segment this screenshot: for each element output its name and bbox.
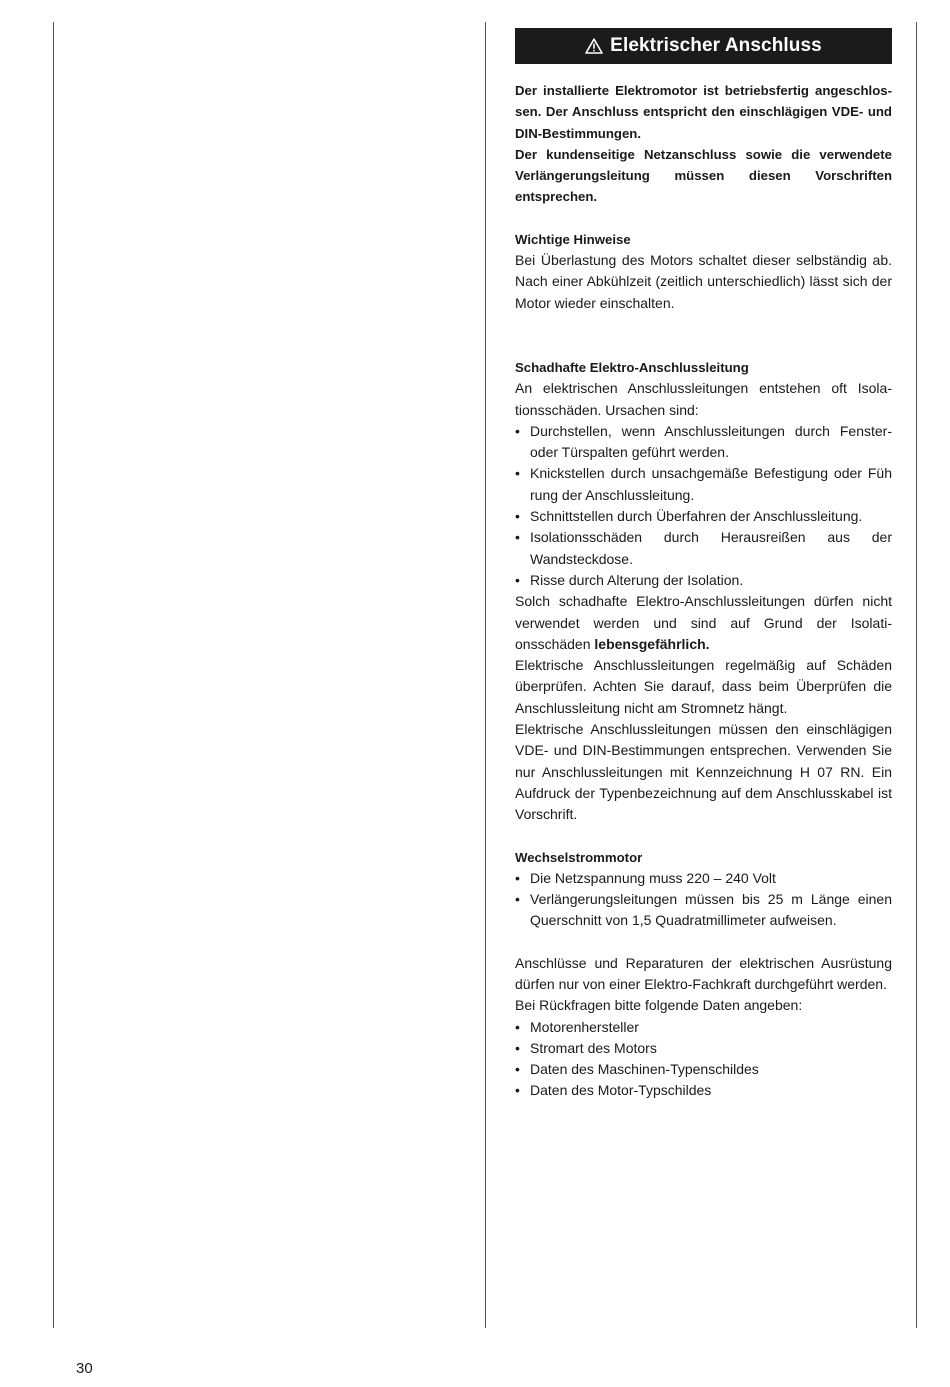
list-item: • Isolationsschäden durch Herausreißen aus der Wandsteckdose. [515,527,892,570]
danger-paragraph [515,591,892,655]
ac-motor-heading: Wechselstrommotor [515,849,643,865]
section-header [515,28,892,64]
repairs-paragraph: Anschlüsse und Reparaturen der elektrischen Ausrüstung dürfen nur von einer Elektro-Fachkraft durchgeführt werden. [515,954,892,992]
column-divider-left [53,22,54,1328]
column-divider-right [916,22,917,1328]
damaged-cable-section [515,357,892,826]
list-item: • Knickstellen durch unsachgemäße Befestigung oder Füh rung der Anschlussleitung. [515,463,892,506]
intro-block [515,80,892,208]
list-item: • Daten des Maschinen-Typenschildes [515,1059,892,1080]
ac-motor-section [515,847,892,932]
danger-emphasis: lebensgefährlich. [594,635,710,652]
danger-text: Solch schadhafte Elektro-Anschlussleitungen dürfen nicht verwendet werden und sind auf Grund der Isolationsschäden [515,593,892,652]
list-item: • Verlängerungsleitungen müssen bis 25 m Länge einen Querschnitt von 1,5 Quadratmillimeter aufweisen. [515,889,892,932]
important-notes [515,229,892,314]
query-paragraph: Bei Rückfragen bitte folgende Daten angeben: [515,997,803,1014]
list-item: • Motorenhersteller [515,1017,892,1038]
ac-motor-list [515,868,892,932]
damage-causes-list [515,421,892,591]
important-notes-text: Bei Überlastung des Motors schaltet dieser selbständig ab. Nach einer Abkühlzeit (zeitlich unterschiedlich) lässt sich der Motor wieder einschalten. [515,252,892,311]
list-item: • Stromart des Motors [515,1038,892,1059]
list-item: • Die Netzspannung muss 220 – 240 Volt [515,868,892,889]
column-divider-middle [485,22,486,1328]
damaged-cable-heading: Schadhafte Elektro-Anschlussleitung [515,359,749,375]
check-paragraph: Elektrische Anschlussleitungen regelmäßig auf Schäden überprüfen. Achten Sie darauf, dass beim Überprüfen die Anschlussleitung nicht am Stromnetz hängt. [515,657,892,716]
list-item: • Schnittstellen durch Überfahren der Anschlussleitung. [515,506,892,527]
damaged-cable-intro: An elektrischen Anschlussleitungen entstehen oft Isolationsschäden. Ursachen sind: [515,380,892,418]
list-item: • Daten des Motor-Typschildes [515,1080,892,1101]
norm-paragraph: Elektrische Anschlussleitungen müssen den einschlägigen VDE- und DIN-Bestimmungen entsprechen. Verwenden Sie nur Anschlussleitungen mit Kennzeichnung H 07 RN. Ein Aufdruck der Typenbezeichnung auf dem Anschlusskabel ist Vorschrift. [515,721,892,823]
important-notes-heading: Wichtige Hinweise [515,231,631,247]
list-item: • Risse durch Alterung der Isolation. [515,570,892,591]
intro-paragraph: Der installierte Elektromotor ist betriebsfertig angeschlossen. Der Anschluss entspricht den einschlägigen VDE- und DIN-Bestimmungen. [515,83,892,141]
warning-triangle-icon [585,38,603,54]
section-title: Elektrischer Anschluss [610,35,822,56]
intro-paragraph: Der kundenseitige Netzanschluss sowie die verwendete Verlängerungsleitung müssen diesen Vorschriften entsprechen. [515,146,892,205]
query-data-list [515,1017,892,1102]
repairs-section [515,953,892,1102]
page-number: 30 [76,1360,93,1377]
list-item: • Durchstellen, wenn Anschlussleitungen durch Fenster- oder Türspalten geführt werden. [515,421,892,464]
content-column [515,28,892,1102]
